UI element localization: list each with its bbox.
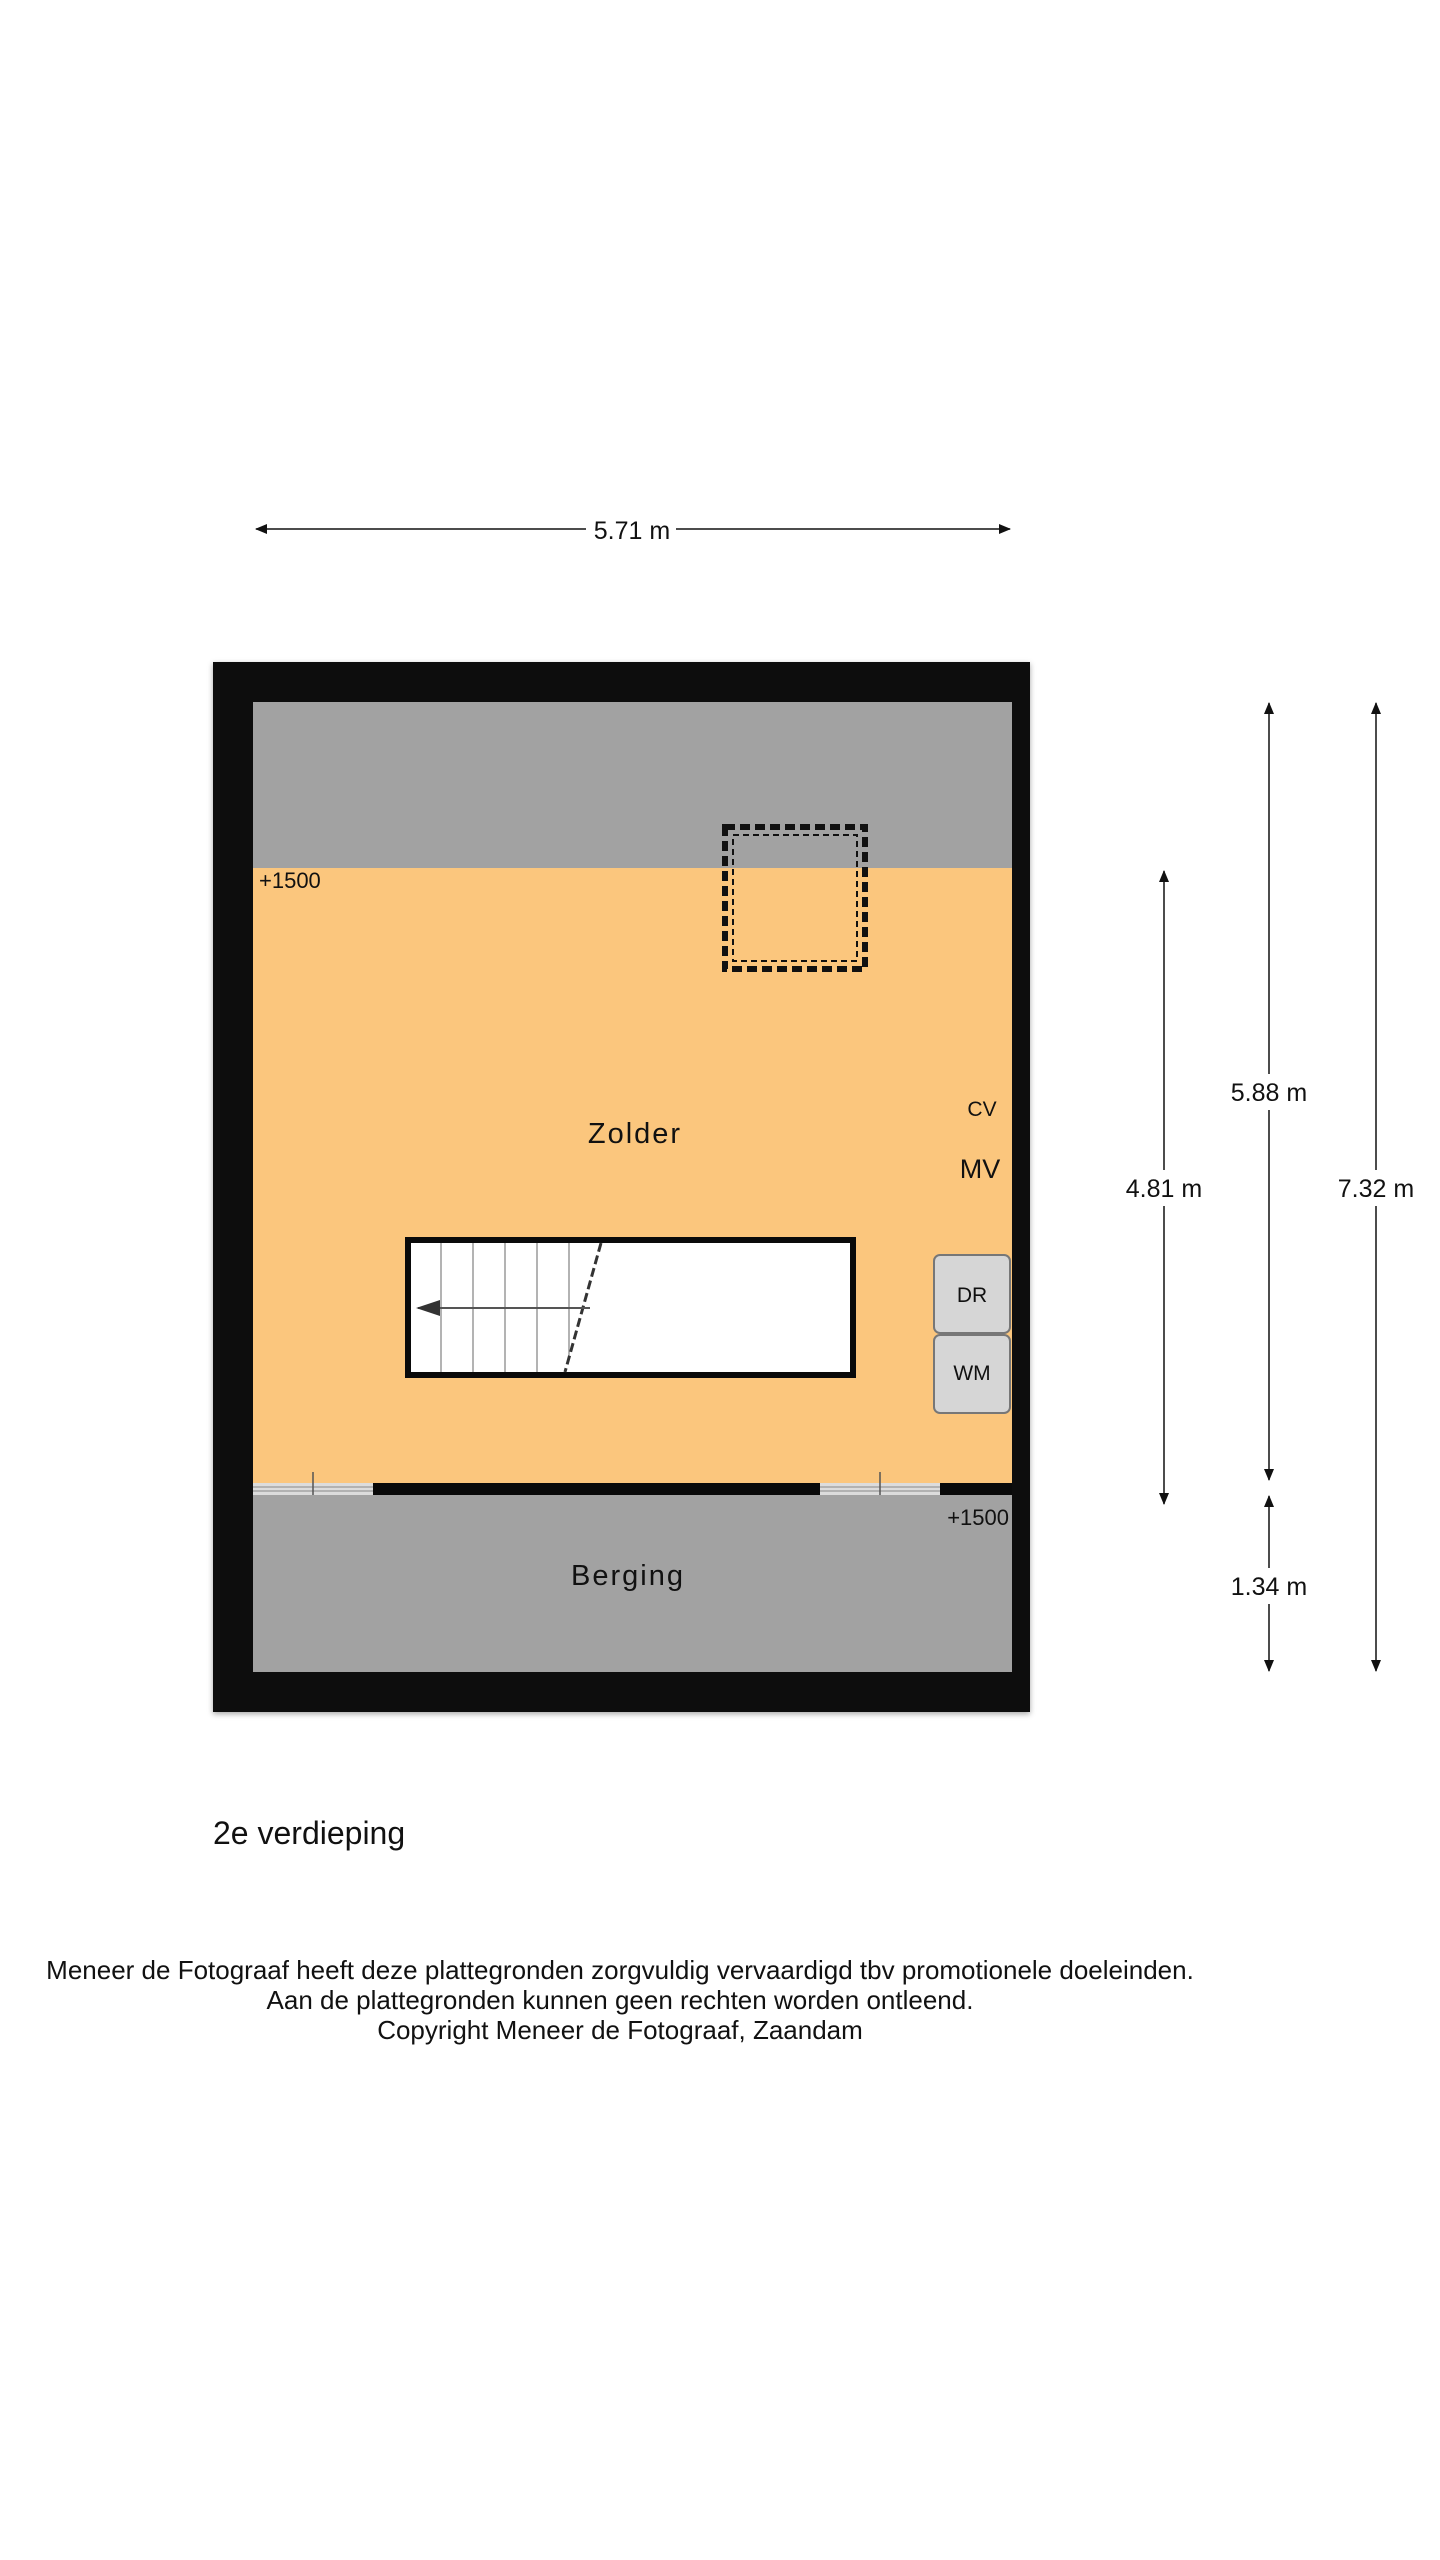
disclaimer [0,1955,1240,2045]
boiler-label: CV [967,1098,997,1121]
attic-depth-label: 4.81 m [1125,1175,1203,1203]
disclaimer-line-2: Aan de plattegronden kunnen geen rechten worden ontleend. [266,1985,974,2015]
storage-depth-label: 1.34 m [1230,1573,1308,1601]
attic-room-label: Zolder [587,1118,683,1150]
storage-room-label: Berging [571,1560,685,1592]
disclaimer-line-3: Copyright Meneer de Fotograaf, Zaandam [377,2015,863,2045]
attic-total-depth-label: 5.88 m [1230,1079,1308,1107]
dryer-label: DR [956,1284,988,1307]
floor-label: 2e verdieping [213,1815,406,1851]
attic-level-label: +1500 [259,868,321,893]
low-ceiling-area-top [253,702,1012,868]
storage-level-label: +1500 [947,1505,1009,1530]
stair-cut [565,1243,850,1372]
washer-label: WM [953,1362,991,1385]
disclaimer-line-1: Meneer de Fotograaf heeft deze plattegronden zorgvuldig vervaardigd tbv promotionele doeleinden. [46,1955,1194,1985]
ventilation-label: MV [959,1154,1001,1184]
attic-floor [253,868,1012,1483]
width-dimension-label: 5.71 m [593,517,671,545]
total-depth-label: 7.32 m [1337,1175,1415,1203]
